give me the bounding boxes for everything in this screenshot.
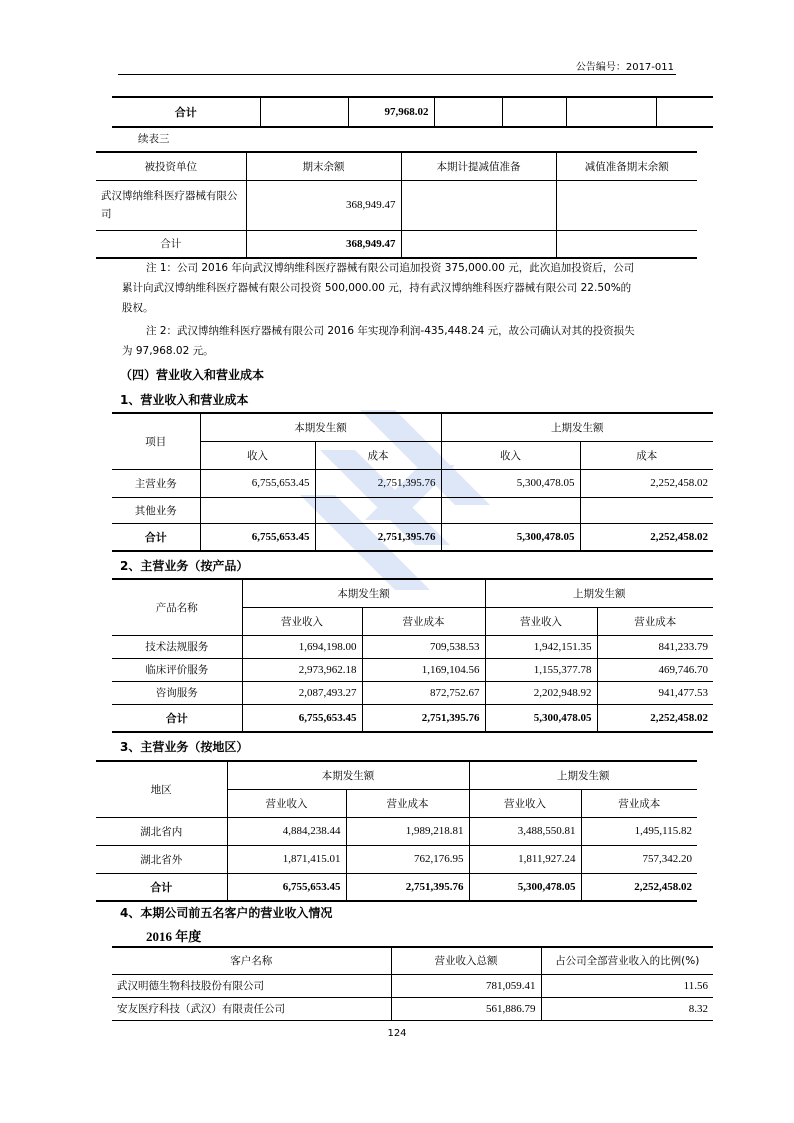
page-number: 124 [387,1028,407,1039]
investment-table [96,151,697,259]
col-product: 产品名称 [112,579,242,635]
table-row: 主营业务 6,755,653.45 2,751,395.76 5,300,478.05 2,252,458.02 [112,469,713,497]
sub4-year: 2016 年度 [146,929,202,944]
note1-line3: 股权。 [122,302,154,314]
table-row: 技术法规服务 1,694,198.00 709,538.53 1,942,151.35 841,233.79 [112,635,713,658]
col-ratio: 占公司全部营业收入的比例(%) [541,947,713,974]
sub3-title: 3、主营业务（按地区） [120,740,249,754]
col-prior: 上期发生额 [441,413,713,441]
table-total-row: 合计 6,755,653.45 2,751,395.76 5,300,478.05 2,252,458.02 [112,523,713,551]
product-revenue-table: 产品名称 本期发生额 上期发生额 营业收入 营业成本 营业收入 营业成本 技术法规服务 1,694,198.00 709,538.53 1,942,151.35 841,233.79 临床评价服务 2,973,962.18 1,169,104.56 1,155,377.78 469,746.70 咨询服务 2,087,493.27 872,752.67 2,202,948.92 941,477.53 合计 6,755,653.45 2,751,395.76 5,300,478.05 2,252,458.02 [112,578,713,733]
table-row: 武汉博纳维科医疗器械有限公司 368,949.47 [96,180,697,230]
note2-line2: 为 97,968.02 元。 [122,345,214,357]
col-item: 项目 [112,413,200,469]
table-total-row: 合计 368,949.47 [96,230,697,258]
sub1-title: 1、营业收入和营业成本 [120,393,249,407]
section4-title: （四）营业收入和营业成本 [120,368,265,382]
sub2-title: 2、主营业务（按产品） [120,559,249,573]
table-row: 安友医疗科技（武汉）有限责任公司 561,886.79 8.32 [112,997,713,1020]
col-region: 地区 [96,761,227,817]
table-row: 湖北省外 1,871,415.01 762,176.95 1,811,927.24 757,342.20 [96,845,697,873]
col-reserve: 减值准备期末余额 [556,152,697,180]
total-amount: 97,968.02 [348,97,434,127]
col-customer: 客户名称 [112,947,391,974]
table-total-row: 合计 6,755,653.45 2,751,395.76 5,300,478.05 2,252,458.02 [96,873,697,901]
table-row: 咨询服务 2,087,493.27 872,752.67 2,202,948.92 941,477.53 [112,681,713,704]
note1-line1: 注 1：公司 2016 年向武汉博纳维科医疗器械有限公司追加投资 375,000.00 元，此次追加投资后，公司 [146,262,635,274]
total-label: 合计 [112,97,260,127]
announcement-number: 公告编号：2017-011 [575,62,674,73]
revenue-cost-table: 项目 本期发生额 上期发生额 收入 成本 收入 成本 主营业务 6,755,653.45 2,751,395.76 5,300,478.05 2,252,458.02 其他业务 合计 6,755,653.45 2,751,395.76 5,300,478.05 2,252,458.02 [112,412,713,552]
col-balance: 期末余额 [246,152,401,180]
investee-name: 武汉博纳维科医疗器械有限公司 [96,180,246,230]
col-provision: 本期计提减值准备 [401,152,556,180]
table-row: 武汉明德生物科技股份有限公司 781,059.41 11.56 [112,974,713,997]
note1-line2: 累计向武汉博纳维科医疗器械有限公司投资 500,000.00 元，持有武汉博纳维科医疗器械有限公司 22.50%的 [122,282,632,294]
table-row: 湖北省内 4,884,238.44 1,989,218.81 3,488,550.81 1,495,115.82 [96,817,697,845]
cont-table3-title: 续表三 [138,133,170,145]
table-row: 临床评价服务 2,973,962.18 1,169,104.56 1,155,377.78 469,746.70 [112,658,713,681]
col-investee: 被投资单位 [96,152,246,180]
header-divider [118,74,676,75]
table-row: 其他业务 [112,497,713,523]
note2-line1: 注 2：武汉博纳维科医疗器械有限公司 2016 年实现净利润-435,448.24 元，故公司确认对其的投资损失 [146,325,635,337]
col-revenue: 营业收入总额 [391,947,541,974]
sub4-title: 4、本期公司前五名客户的营业收入情况 [120,906,333,920]
col-current: 本期发生额 [200,413,441,441]
top-total-table [112,96,713,128]
table-total-row: 合计 6,755,653.45 2,751,395.76 5,300,478.05 2,252,458.02 [112,704,713,732]
region-revenue-table: 地区 本期发生额 上期发生额 营业收入 营业成本 营业收入 营业成本 湖北省内 4,884,238.44 1,989,218.81 3,488,550.81 1,495,115.82 湖北省外 1,871,415.01 762,176.95 1,811,927.24 757,342.20 合计 6,755,653.45 2,751,395.76 5,300,478.05 2,252,458.02 [96,760,697,902]
top-customers-table [112,946,713,1021]
